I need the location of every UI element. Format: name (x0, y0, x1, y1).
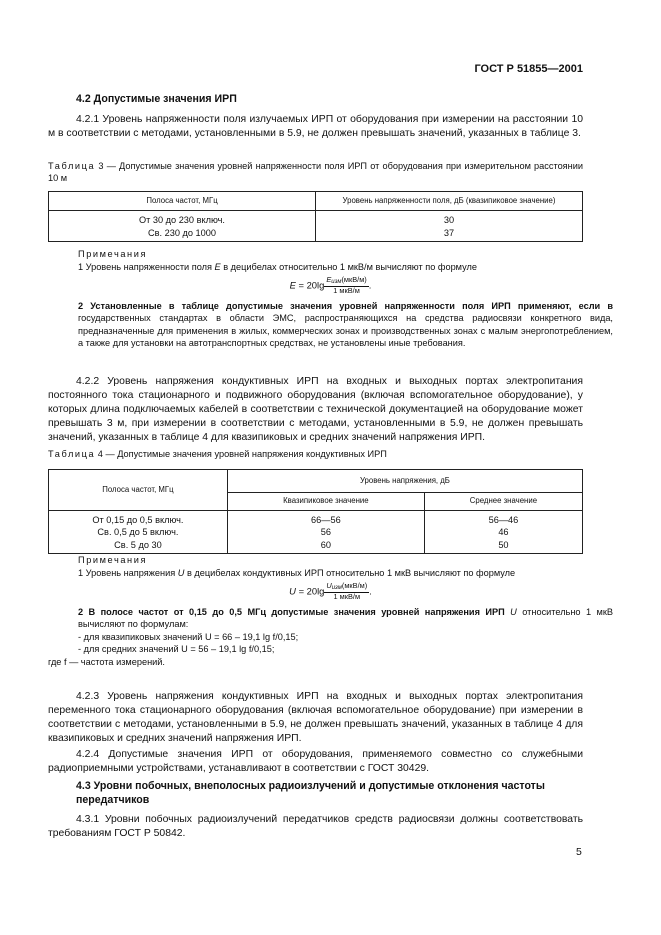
table-4-formula-fraction (324, 582, 369, 602)
table-3-note-1-text-a: 1 Уровень напряженности поля (78, 261, 212, 272)
table-3-data-row (49, 211, 583, 242)
table-4-formula-where: где f — частота измерений. (48, 656, 165, 667)
table-3-note-1-text-b: в децибелах относительно 1 мкВ/м вычисляют по формуле (223, 261, 477, 272)
table-4-avg-1: 56—46 (488, 514, 519, 525)
table-4-header-qp: Квазипиковое значение (227, 493, 424, 510)
table-4-formula-avg: - для средних значений U = 56 – 19,1 lg f/0,15; (78, 644, 275, 655)
table-4-formula-num-var: U (326, 581, 332, 591)
table-3-level-cell (316, 211, 583, 242)
table-4-note-1 (78, 567, 613, 580)
table-3-caption-num: 3 (98, 161, 104, 171)
table-4-note-2 (78, 606, 613, 631)
table-4-band-2: Св. 0,5 до 5 включ. (97, 527, 179, 538)
table-3-formula-eq: = 20lg (298, 279, 325, 291)
paragraphs-4-2-3-4 (48, 690, 583, 776)
table-4-caption-num: 4 (97, 449, 103, 459)
table-3 (48, 191, 583, 242)
table-4-note-2-bold: 2 В полосе частот от 0,15 до 0,5 МГц допустимые значения уровней напряжения ИРП (78, 606, 505, 617)
table-4-band-1: От 0,15 до 0,5 включ. (92, 514, 184, 525)
table-4-formula-num-sub: изм (331, 585, 342, 592)
paragraph-4-2-1: 4.2.1 Уровень напряженности поля излучаемых ИРП от оборудования при измерении на расстоянии 10 м в соответствии с методами, установленными в 5.9, не должен превышать значений, указанных в таблице 3. (48, 114, 583, 140)
table-4-note-1-text-b: в децибелах кондуктивных ИРП относительно 1 мкВ вычисляют по формуле (186, 567, 516, 578)
table-4-data-row (49, 510, 583, 553)
table-4-avg-cell (424, 510, 582, 553)
table-4-header-level: Уровень напряжения, дБ (227, 470, 582, 493)
table-4-notes (48, 554, 613, 668)
table-4-caption (48, 448, 583, 460)
table-4-note-1-text-a: 1 Уровень напряжения (78, 567, 176, 578)
table-4-note-2-rest: относительно 1 мкВ вычисляют по формулам: (78, 606, 613, 630)
table-3-formula-end: . (368, 279, 372, 291)
table-4-formula-eq: = 20lg (298, 585, 325, 597)
table-4-caption-word: Таблица (48, 449, 96, 459)
paragraph-4-3-1: 4.3.1 Уровни побочных радиоизлучений передатчиков средств радиосвязи должны соответствовать требованиям ГОСТ Р 50842. (48, 814, 583, 840)
table-3-formula-num-var: E (326, 275, 332, 285)
table-3-header-level: Уровень напряженности поля, дБ (квазипиковое значение) (316, 192, 583, 211)
table-3-note-2-bold: 2 Установленные в таблице допустимые значения уровней напряженности поля ИРП применяют, если в (78, 300, 613, 311)
table-3-note-1-var: E (214, 261, 221, 272)
table-4-note-1-var: U (177, 567, 185, 578)
section-4-3-heading: 4.3 Уровни побочных, внеполосных радиоизлучений и допустимые отклонения частоты передатчиков (76, 780, 545, 807)
table-4-header-avg: Среднее значение (424, 493, 582, 510)
paragraph-4-2-4: 4.2.4 Допустимые значения ИРП от оборудования, применяемого совместно со служебными радиоприемными устройствами, устанавливают в соответствии с ГОСТ 30429. (48, 748, 583, 774)
section-4-2-heading: 4.2 Допустимые значения ИРП (76, 93, 237, 105)
table-4-band-cell (49, 510, 228, 553)
table-4-formula (48, 582, 613, 602)
table-3-formula-num-sub: изм (331, 279, 342, 286)
table-4-formula-end: . (369, 585, 372, 597)
table-3-level-1: 30 (443, 215, 455, 226)
section-4-3 (48, 779, 583, 841)
table-4-band-3: Св. 5 до 30 (114, 539, 162, 550)
document-code: ГОСТ Р 51855—2001 (474, 63, 583, 75)
table-3-header-band: Полоса частот, МГц (49, 192, 316, 211)
table-3-grid (48, 191, 583, 242)
paragraph-4-2-2: 4.2.2 Уровень напряжения кондуктивных ИРП на входных и выходных портах электропитания постоянного тока стационарного и подвижного оборудования (включая вспомогательное оборудование), у которых длина подключаемых кабелей в соответствии с технической документацией на оборудование может превышать 3 м, при измерении в соответствии с методами, установленными в 5.9, не должен превышать значений, указанных в таблице 4 для квазипиковых и средних значений напряжения ИРП. (48, 376, 583, 443)
table-3-level-2: 37 (443, 227, 455, 238)
table-4-formula-qp: - для квазипиковых значений U = 66 – 19,1 lg f/0,15; (78, 631, 299, 642)
table-4-qp-1: 66—56 (311, 514, 341, 525)
table-3-notes (48, 248, 613, 350)
table-4-notes-title: Примечания (78, 555, 148, 565)
table-4-formula-lhs: U (289, 585, 296, 597)
page-number: 5 (576, 846, 582, 858)
table-4-qp-3: 60 (320, 539, 331, 550)
table-3-band-1: От 30 до 230 включ. (139, 215, 225, 226)
table-3-note-2 (48, 300, 613, 350)
paragraph-4-2-3: 4.2.3 Уровень напряжения кондуктивных ИРП на входных и выходных портах электропитания переменного тока стационарного оборудования (включая вспомогательное оборудование) при измерении в соответствии с методами, установленными в 5.9, не должен превышать значений, указанных в таблице 4 для квазипиковых и средних значений напряжения ИРП. (48, 691, 583, 744)
table-3-caption (48, 160, 583, 185)
table-3-formula-num-unit: (мкВ/м) (341, 275, 367, 285)
table-4-caption-text: — Допустимые значения уровней напряжения кондуктивных ИРП (105, 449, 387, 459)
table-3-band-cell (49, 211, 316, 242)
table-4-qp-2: 56 (320, 527, 331, 538)
table-4-header-row-1 (49, 470, 583, 493)
table-3-caption-text: — Допустимые значения уровней напряженности поля ИРП от оборудования при измерительном расстоянии 10 м (48, 161, 583, 184)
table-4-header-band: Полоса частот, МГц (49, 470, 228, 511)
table-4-note-2-var: U (510, 606, 517, 617)
table-4-formula-num-unit: (мкВ/м) (341, 581, 368, 591)
section-4-2 (48, 92, 583, 141)
table-3-notes-title: Примечания (78, 249, 148, 259)
table-4-avg-3: 50 (498, 539, 509, 550)
table-3-formula-lhs: E (289, 279, 296, 291)
table-3-formula-fraction (324, 276, 368, 296)
table-3-note-1 (78, 261, 613, 274)
table-4-formula-den: 1 мкВ/м (333, 591, 361, 601)
table-4-avg-2: 46 (498, 527, 509, 538)
table-4-qp-cell (227, 510, 424, 553)
table-3-caption-word: Таблица (48, 161, 96, 171)
table-4 (48, 469, 583, 554)
table-3-header-row (49, 192, 583, 211)
table-3-band-2: Св. 230 до 1000 (148, 227, 216, 238)
table-4-grid (48, 469, 583, 554)
table-3-note-2-rest: государственных стандартах в области ЭМС, распространяющихся на средства радиосвязи конкретного вида, предназначенные для применения в жилых, коммерческих зонах и производственных зонах с малым энергопотреблением, а также для установки на автотранспортных средствах, не установлены иные требования. (78, 313, 613, 349)
table-3-formula (48, 276, 613, 296)
table-3-formula-den: 1 мкВ/м (333, 285, 360, 295)
